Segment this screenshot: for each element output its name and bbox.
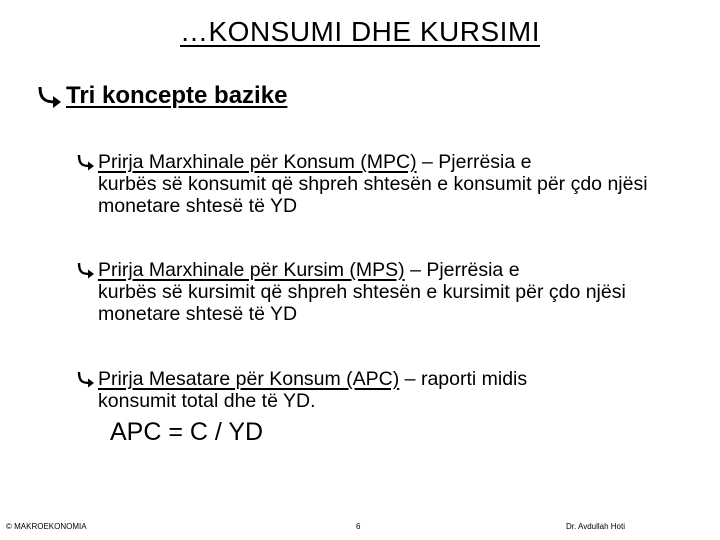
- footer-page-number: 6: [356, 522, 361, 531]
- concept-term: Prirja Marxhinale për Kursim (MPS): [98, 259, 405, 281]
- curved-right-arrow-icon: [76, 261, 96, 279]
- concept-description: kurbës së kursimit që shpreh shtesën e kursimit për çdo njësi monetare shtesë të YD: [98, 281, 626, 325]
- concept-description: kurbës së konsumit që shpreh shtesën e konsumit për çdo njësi monetare shtesë të YD: [98, 173, 648, 217]
- slide-title: …KONSUMI DHE KURSIMI: [179, 16, 541, 47]
- footer-copyright: © MAKROEKONOMIA: [6, 522, 87, 531]
- footer-author: Dr. Avdullah Hoti: [566, 522, 625, 531]
- section-heading: [36, 82, 287, 110]
- concept-description-start: – raporti midis: [399, 368, 528, 390]
- concept-term: Prirja Marxhinale për Konsum (MPC): [98, 151, 417, 173]
- concept-description-start: – Pjerrësia e: [416, 151, 532, 173]
- concept-term: Prirja Mesatare për Konsum (APC): [98, 368, 400, 390]
- concept-description-start: – Pjerrësia e: [404, 259, 520, 281]
- curved-right-arrow-icon: [36, 84, 64, 108]
- concept-item-mpc: [76, 151, 696, 217]
- curved-right-arrow-icon: [76, 370, 96, 388]
- curved-right-arrow-icon: [76, 153, 96, 171]
- concept-item-mps: [76, 259, 696, 325]
- concept-item-apc: [76, 368, 696, 412]
- section-heading-label: Tri koncepte bazike: [66, 82, 288, 109]
- concept-description: konsumit total dhe të YD.: [98, 390, 316, 412]
- apc-formula: APC = C / YD: [110, 418, 264, 446]
